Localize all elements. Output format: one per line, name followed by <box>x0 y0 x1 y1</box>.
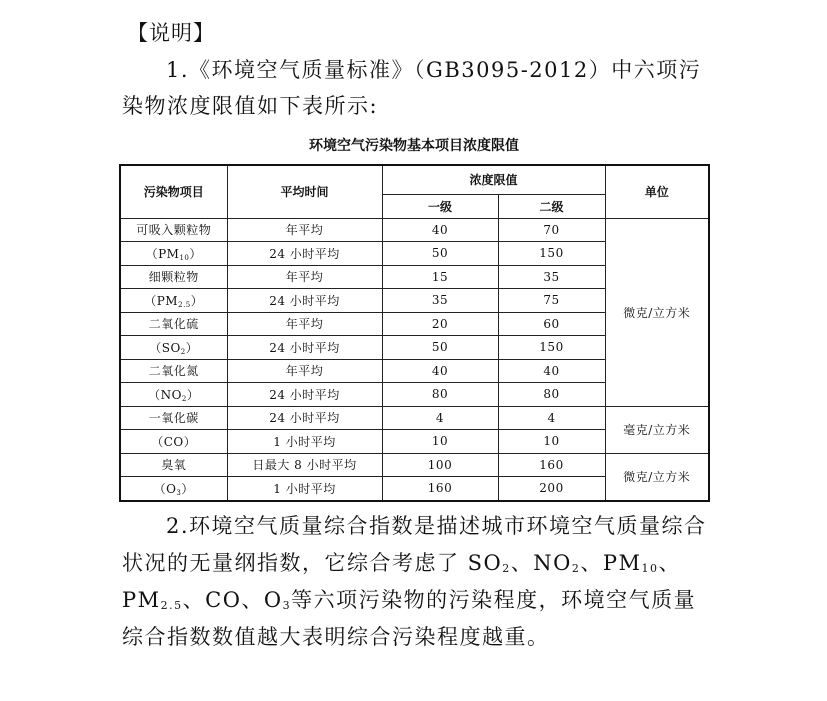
pollutant-formula: $(SO_2)$ <box>120 336 227 360</box>
grade2-value: 150 <box>498 336 605 360</box>
pollutant-limits-table <box>119 164 710 502</box>
grade2-value: 200 <box>498 477 605 501</box>
grade1-value: 15 <box>382 265 498 289</box>
header-grade1: 一级 <box>382 194 498 218</box>
paragraph-1-text: 《环境空气质量标准》（GB3095-2012）中六项污染物浓度限值如下表所示: <box>122 58 702 118</box>
grade2-value: 160 <box>498 453 605 477</box>
section-heading: 【说明】 <box>127 21 215 45</box>
grade2-value: 35 <box>498 265 605 289</box>
pollutant-name: 二氧化氮 <box>120 359 227 383</box>
paragraph-1-number: 1. <box>166 58 190 82</box>
grade1-value: 40 <box>382 359 498 383</box>
grade1-value: 50 <box>382 336 498 360</box>
grade2-value: 150 <box>498 242 605 266</box>
header-limit: 浓度限值 <box>382 165 605 194</box>
pollutant-formula: $(PM_{10})$ <box>120 242 227 266</box>
table-title: 环境空气污染物基本项目浓度限值 <box>309 138 519 154</box>
table-row <box>120 453 709 477</box>
grade2-value: 75 <box>498 289 605 313</box>
avg-time: 年平均 <box>227 359 382 383</box>
paragraph-1 <box>122 52 707 124</box>
grade1-value: 50 <box>382 242 498 266</box>
pollutant-name: 可吸入颗粒物 <box>120 218 227 242</box>
pollutant-formula: （CO） <box>120 430 227 454</box>
grade1-value: 80 <box>382 383 498 407</box>
avg-time: 24 小时平均 <box>227 242 382 266</box>
grade2-value: 70 <box>498 218 605 242</box>
avg-time: 年平均 <box>227 265 382 289</box>
avg-time: 24 小时平均 <box>227 383 382 407</box>
grade2-value: 60 <box>498 312 605 336</box>
pollutant-name: 一氧化碳 <box>120 406 227 430</box>
pollutant-name: 臭氧 <box>120 453 227 477</box>
grade1-value: 10 <box>382 430 498 454</box>
header-pollutant: 污染物项目 <box>120 165 227 218</box>
unit-microgram-ozone: 微克/立方米 <box>605 453 709 501</box>
header-grade2: 二级 <box>498 194 605 218</box>
grade1-value: 40 <box>382 218 498 242</box>
pollutant-name: 二氧化硫 <box>120 312 227 336</box>
pollutant-name: 细颗粒物 <box>120 265 227 289</box>
avg-time: 年平均 <box>227 218 382 242</box>
table-row <box>120 406 709 430</box>
pollutant-formula: $(O_3)$ <box>120 477 227 501</box>
pollutant-formula: $(NO_2)$ <box>120 383 227 407</box>
avg-time: 年平均 <box>227 312 382 336</box>
grade1-value: 160 <box>382 477 498 501</box>
avg-time: 1 小时平均 <box>227 477 382 501</box>
table-row <box>120 218 709 242</box>
grade1-value: 20 <box>382 312 498 336</box>
avg-time: 24 小时平均 <box>227 336 382 360</box>
grade1-value: 100 <box>382 453 498 477</box>
avg-time: 24 小时平均 <box>227 406 382 430</box>
pollutant-formula: $(PM_{2.5})$ <box>120 289 227 313</box>
header-unit: 单位 <box>605 165 709 218</box>
avg-time: 日最大 8 小时平均 <box>227 453 382 477</box>
avg-time: 24 小时平均 <box>227 289 382 313</box>
paragraph-2: 2.环境空气质量综合指数是描述城市环境空气质量综合状况的无量纲指数，它综合考虑了 $SO_2$、$NO_2$、$PM_{10}$、$PM_{2.5}$、CO、$O_3$等六项污染物的污染程度，环境空气质量综合指数数值越大表明综合污染程度越重。 <box>122 514 707 649</box>
avg-time: 1 小时平均 <box>227 430 382 454</box>
paragraph-2-number: 2. <box>166 514 190 538</box>
unit-milligram: 毫克/立方米 <box>605 406 709 453</box>
grade2-value: 10 <box>498 430 605 454</box>
grade2-value: 40 <box>498 359 605 383</box>
grade2-value: 4 <box>498 406 605 430</box>
grade1-value: 4 <box>382 406 498 430</box>
grade2-value: 80 <box>498 383 605 407</box>
unit-microgram: 微克/立方米 <box>605 218 709 406</box>
grade1-value: 35 <box>382 289 498 313</box>
header-avg-time: 平均时间 <box>227 165 382 218</box>
